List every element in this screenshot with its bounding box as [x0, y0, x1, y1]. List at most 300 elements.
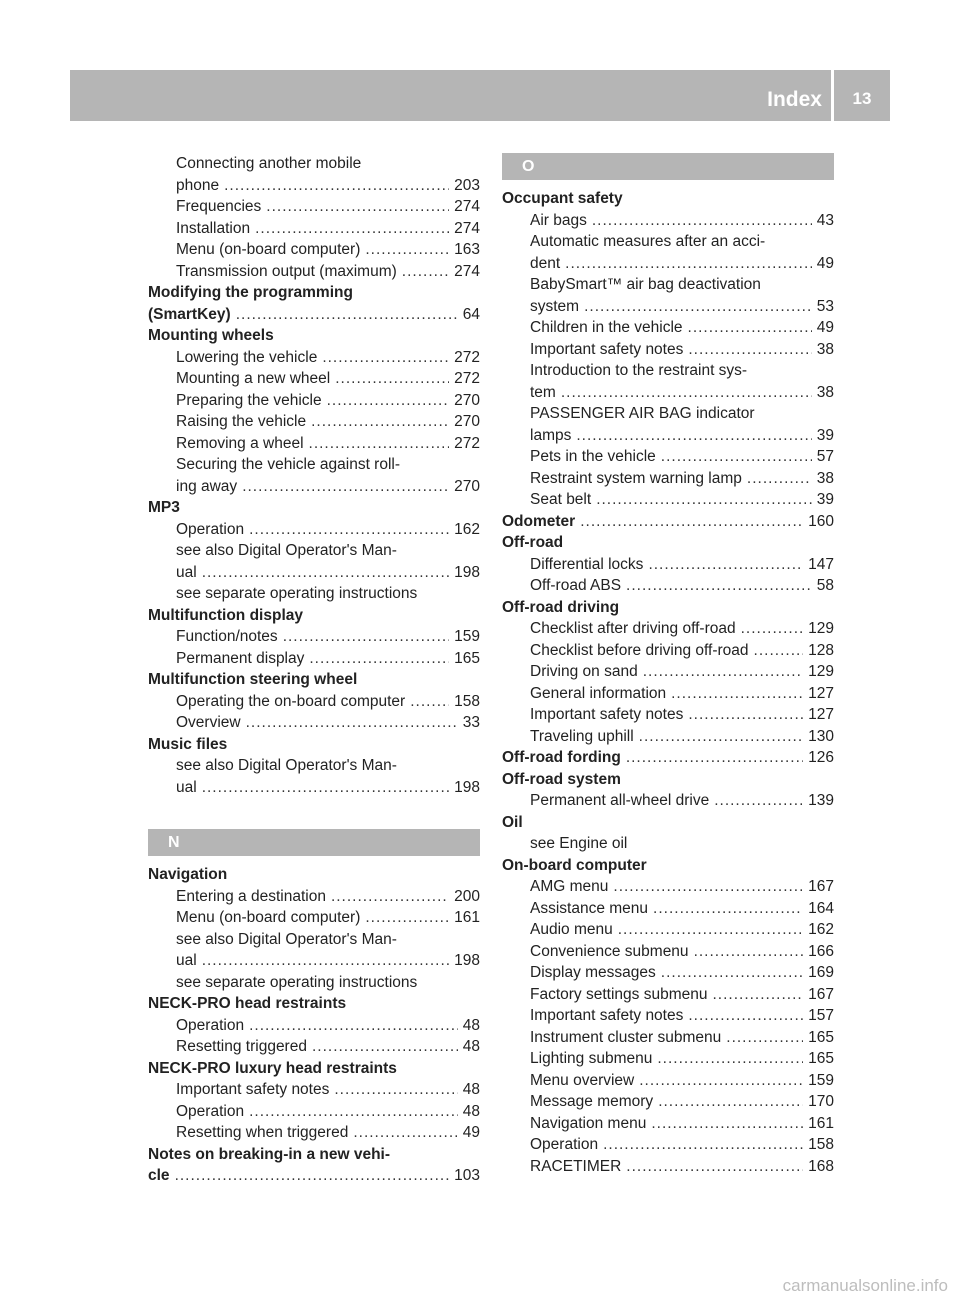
index-subentry[interactable] — [502, 1027, 834, 1049]
entry-label: Lowering the vehicle — [176, 348, 318, 366]
index-entry — [148, 734, 480, 756]
entry-label: Preparing the vehicle — [176, 391, 322, 409]
entry-label: Overview — [176, 714, 241, 731]
index-entry — [148, 325, 480, 347]
page-reference[interactable]: 270 — [454, 477, 480, 495]
dot-leader — [626, 575, 812, 597]
dot-leader — [312, 1036, 458, 1058]
dot-leader — [402, 261, 449, 283]
index-entry — [148, 1144, 480, 1166]
entry-label: Notes on breaking-in a new vehi- — [148, 1145, 391, 1163]
index-entry — [148, 605, 480, 627]
dot-leader — [365, 239, 449, 261]
entry-label: AMG menu — [530, 878, 609, 895]
page-reference[interactable]: 43 — [816, 211, 834, 229]
index-subentry[interactable] — [148, 648, 480, 670]
entry-label: Music files — [148, 735, 228, 753]
page-reference[interactable]: 147 — [808, 555, 834, 573]
entry-label: RACETIMER — [530, 1157, 622, 1175]
dot-leader — [236, 304, 458, 326]
page-reference[interactable]: 126 — [808, 749, 834, 766]
page-reference[interactable]: 169 — [808, 964, 834, 981]
index-subentry[interactable] — [502, 575, 834, 597]
dot-leader — [331, 886, 449, 908]
page-reference[interactable]: 48 — [462, 1038, 480, 1055]
index-entry — [502, 769, 834, 791]
index-subentry[interactable] — [502, 1070, 834, 1092]
index-subentry[interactable] — [502, 210, 834, 232]
index-subentry[interactable] — [502, 296, 834, 318]
dot-leader — [643, 661, 803, 683]
index-entry — [148, 497, 480, 519]
section-letter-n: N — [148, 829, 480, 856]
index-subentry[interactable] — [148, 950, 480, 972]
index-subentry[interactable] — [148, 347, 480, 369]
dot-leader — [311, 411, 449, 433]
entry-label: Important safety notes — [176, 1081, 330, 1098]
index-subentry[interactable] — [148, 886, 480, 908]
dot-leader — [365, 907, 449, 929]
page-reference[interactable]: 270 — [454, 413, 480, 430]
entry-label: Off-road driving — [502, 598, 620, 616]
page-reference[interactable]: 38 — [816, 469, 834, 487]
index-subentry[interactable] — [148, 175, 480, 197]
index-subentry[interactable] — [502, 876, 834, 898]
page-reference[interactable]: 159 — [808, 1071, 834, 1089]
page-reference[interactable]: 164 — [808, 899, 834, 917]
entry-label: Operation — [176, 1016, 245, 1034]
index-subentry[interactable] — [502, 941, 834, 963]
dot-leader — [618, 919, 803, 941]
index-subentry[interactable] — [148, 1079, 480, 1101]
entry-label: Modifying the programming — [148, 284, 353, 301]
entry-label: ual — [176, 952, 197, 969]
dot-leader — [712, 984, 803, 1006]
index-subentry — [148, 972, 480, 994]
page-reference[interactable]: 167 — [808, 878, 834, 895]
page-reference[interactable]: 157 — [808, 1007, 834, 1024]
entry-label: Entering a destination — [176, 887, 326, 905]
index-entry[interactable] — [148, 1165, 480, 1187]
dot-leader — [639, 1070, 803, 1092]
index-subentry[interactable] — [148, 390, 480, 412]
page-reference[interactable]: 48 — [462, 1102, 480, 1120]
entry-label: Important safety notes — [530, 340, 684, 358]
page-reference[interactable]: 165 — [808, 1050, 834, 1067]
page-reference[interactable]: 270 — [454, 391, 480, 409]
page-reference[interactable]: 163 — [454, 241, 480, 258]
dot-leader — [694, 941, 804, 963]
entry-label: cle — [148, 1167, 170, 1184]
index-subentry[interactable] — [502, 1048, 834, 1070]
entry-label: Instrument cluster submenu — [530, 1028, 722, 1046]
entry-label: Seat belt — [530, 491, 592, 508]
dot-leader — [671, 683, 803, 705]
entry-label: see also Digital Operator's Man- — [176, 757, 397, 774]
entry-label: Children in the vehicle — [530, 319, 683, 336]
page-reference[interactable]: 64 — [462, 305, 480, 323]
dot-leader — [653, 898, 803, 920]
entry-label: MP3 — [148, 499, 180, 516]
entry-label: Message memory — [530, 1093, 654, 1110]
dot-leader — [175, 1165, 450, 1187]
entry-label: Menu overview — [530, 1071, 635, 1089]
index-subentry[interactable] — [502, 253, 834, 275]
entry-label: ing away — [176, 477, 238, 495]
page-reference[interactable]: 33 — [462, 714, 480, 731]
entry-label: Navigation menu — [530, 1114, 647, 1132]
page-number: 13 — [852, 89, 872, 108]
index-subentry — [502, 274, 834, 296]
entry-label: Differential locks — [530, 555, 644, 573]
entry-label: dent — [530, 254, 561, 272]
index-subentry[interactable] — [148, 1122, 480, 1144]
entry-label: see also Digital Operator's Man- — [176, 930, 397, 948]
entry-label: Checklist before driving off-road — [530, 641, 749, 659]
index-subentry[interactable] — [148, 907, 480, 929]
index-subentry[interactable] — [502, 446, 834, 468]
page-reference[interactable]: 38 — [816, 383, 834, 401]
entry-label: Installation — [176, 219, 251, 237]
index-subentry — [148, 929, 480, 951]
index-subentry[interactable] — [148, 261, 480, 283]
page-reference[interactable]: 203 — [454, 176, 480, 194]
index-subentry[interactable] — [148, 368, 480, 390]
entry-label: Off-road system — [502, 770, 621, 788]
entry-label: Removing a wheel — [176, 434, 304, 452]
entry-label: Introduction to the restraint sys- — [530, 362, 748, 379]
page-reference[interactable]: 158 — [808, 1136, 834, 1153]
entry-label: Lighting submenu — [530, 1050, 653, 1067]
index-subentry[interactable] — [148, 626, 480, 648]
dot-leader — [688, 317, 812, 339]
dot-leader — [334, 1079, 457, 1101]
index-subentry — [502, 833, 834, 855]
entry-label: Checklist after driving off-road — [530, 620, 736, 637]
entry-label: system — [530, 297, 580, 315]
index-entry — [502, 532, 834, 554]
page-reference[interactable]: 48 — [462, 1016, 480, 1034]
dot-leader — [688, 704, 803, 726]
index-entry — [502, 597, 834, 619]
index-entry[interactable] — [502, 511, 834, 533]
dot-leader — [726, 1027, 803, 1049]
entry-label: Traveling uphill — [530, 727, 634, 745]
page-title: Index — [767, 88, 822, 111]
page-reference[interactable]: 49 — [462, 1124, 480, 1141]
index-subentry[interactable] — [502, 683, 834, 705]
page-reference[interactable]: 198 — [454, 952, 480, 969]
index-entry — [148, 282, 480, 304]
page-reference[interactable]: 198 — [454, 778, 480, 796]
index-column-left — [148, 153, 480, 1187]
index-subentry[interactable] — [148, 1015, 480, 1037]
index-subentry[interactable] — [502, 919, 834, 941]
index-subentry[interactable] — [502, 898, 834, 920]
page-reference[interactable]: 159 — [454, 628, 480, 645]
page-reference[interactable]: 168 — [808, 1157, 834, 1175]
entry-label: Off-road — [502, 534, 564, 551]
page-reference[interactable]: 165 — [454, 649, 480, 667]
index-subentry — [502, 231, 834, 253]
entry-label: PASSENGER AIR BAG indicator — [530, 405, 755, 422]
index-subentry[interactable] — [502, 790, 834, 812]
index-subentry — [148, 583, 480, 605]
entry-label: Connecting another mobile — [176, 155, 362, 172]
index-subentry[interactable] — [148, 691, 480, 713]
entry-label: Off-road fording — [502, 749, 621, 766]
entry-label: Operating the on-board computer — [176, 692, 406, 710]
entry-label: On-board computer — [502, 856, 647, 874]
entry-label: Multifunction steering wheel — [148, 671, 358, 688]
dot-leader — [309, 433, 450, 455]
dot-leader — [658, 1091, 803, 1113]
page-reference[interactable]: 166 — [808, 942, 834, 960]
index-subentry[interactable] — [502, 1134, 834, 1156]
page-reference[interactable]: 161 — [454, 909, 480, 926]
index-subentry[interactable] — [502, 984, 834, 1006]
entry-label: Permanent display — [176, 649, 305, 667]
entry-label: Frequencies — [176, 198, 262, 215]
index-subentry[interactable] — [148, 476, 480, 498]
dot-leader — [592, 210, 812, 232]
page-reference[interactable]: 167 — [808, 985, 834, 1003]
dot-leader — [327, 390, 450, 412]
index-subentry[interactable] — [502, 339, 834, 361]
entry-label: Important safety notes — [530, 706, 684, 723]
dot-leader — [657, 1048, 803, 1070]
dot-leader — [741, 618, 804, 640]
dot-leader — [202, 562, 449, 584]
page-reference[interactable]: 129 — [808, 663, 834, 680]
entry-label: NECK-PRO luxury head restraints — [148, 1059, 397, 1077]
index-subentry[interactable] — [148, 519, 480, 541]
index-entry[interactable] — [148, 304, 480, 326]
index-subentry[interactable] — [148, 1101, 480, 1123]
index-subentry[interactable] — [502, 1005, 834, 1027]
index-subentry[interactable] — [148, 1036, 480, 1058]
entry-label: tem — [530, 383, 556, 401]
index-subentry[interactable] — [502, 704, 834, 726]
index-subentry[interactable] — [502, 618, 834, 640]
index-subentry[interactable] — [502, 1156, 834, 1178]
entry-label: see separate operating instructions — [176, 585, 418, 602]
dot-leader — [661, 446, 812, 468]
index-subentry[interactable] — [148, 433, 480, 455]
page-reference[interactable]: 128 — [808, 641, 834, 659]
entry-label: General information — [530, 684, 667, 702]
page-reference[interactable]: 158 — [454, 692, 480, 710]
entry-label: Audio menu — [530, 921, 613, 938]
entry-label: Multifunction display — [148, 606, 303, 624]
dot-leader — [309, 648, 449, 670]
index-subentry[interactable] — [502, 962, 834, 984]
dot-leader — [580, 511, 803, 533]
entry-label: Navigation — [148, 866, 228, 883]
entry-label: Occupant safety — [502, 190, 623, 207]
page-reference[interactable]: 39 — [816, 491, 834, 508]
page-reference[interactable]: 49 — [816, 319, 834, 336]
entry-label: see Engine oil — [530, 835, 628, 852]
page-reference[interactable]: 127 — [808, 706, 834, 723]
entry-label: lamps — [530, 426, 572, 444]
index-subentry[interactable] — [148, 196, 480, 218]
entry-label: Assistance menu — [530, 899, 649, 917]
entry-label: Function/notes — [176, 628, 278, 645]
dot-leader — [576, 425, 811, 447]
page-reference[interactable]: 39 — [816, 426, 834, 444]
index-column-right — [502, 153, 834, 1177]
index-entry[interactable] — [502, 747, 834, 769]
index-subentry[interactable] — [502, 554, 834, 576]
page-reference[interactable]: 272 — [454, 370, 480, 387]
entry-label: Restraint system warning lamp — [530, 469, 742, 487]
entry-label: Securing the vehicle against roll- — [176, 456, 401, 473]
watermark: carmanualsonline.info — [782, 1276, 948, 1295]
dot-leader — [754, 640, 804, 662]
dot-leader — [639, 726, 803, 748]
page-header — [70, 70, 890, 121]
page-reference[interactable]: 274 — [454, 219, 480, 237]
index-subentry — [148, 454, 480, 476]
page-reference[interactable]: 200 — [454, 887, 480, 905]
dot-leader — [249, 1101, 458, 1123]
index-subentry[interactable] — [148, 239, 480, 261]
index-subentry[interactable] — [148, 777, 480, 799]
dot-leader — [249, 519, 449, 541]
index-subentry — [148, 755, 480, 777]
page-reference[interactable]: 272 — [454, 434, 480, 452]
index-entry — [502, 188, 834, 210]
entry-label: (SmartKey) — [148, 305, 231, 323]
index-subentry[interactable] — [148, 562, 480, 584]
entry-label: Permanent all-wheel drive — [530, 792, 710, 809]
index-subentry — [502, 403, 834, 425]
entry-label: Mounting wheels — [148, 327, 274, 344]
entry-label: Operation — [176, 520, 245, 538]
page-reference[interactable]: 49 — [816, 254, 834, 272]
dot-leader — [584, 296, 812, 318]
index-subentry[interactable] — [502, 382, 834, 404]
entry-label: BabySmart™ air bag deactivation — [530, 276, 761, 293]
entry-label: Display messages — [530, 964, 656, 981]
page-reference[interactable]: 272 — [454, 348, 480, 366]
dot-leader — [202, 950, 449, 972]
dot-leader — [283, 626, 449, 648]
entry-label: Air bags — [530, 211, 587, 229]
entry-label: Odometer — [502, 512, 576, 530]
index-subentry[interactable] — [502, 640, 834, 662]
page-reference[interactable]: 198 — [454, 563, 480, 581]
page-reference[interactable]: 162 — [808, 921, 834, 938]
dot-leader — [266, 196, 449, 218]
entry-label: Driving on sand — [530, 663, 638, 680]
dot-leader — [561, 382, 812, 404]
dot-leader — [255, 218, 449, 240]
dot-leader — [249, 1015, 458, 1037]
entry-label: ual — [176, 563, 197, 581]
dot-leader — [626, 747, 803, 769]
dot-leader — [651, 1113, 803, 1135]
index-subentry[interactable] — [502, 661, 834, 683]
page-reference[interactable]: 53 — [816, 297, 834, 315]
page-reference[interactable]: 170 — [808, 1093, 834, 1110]
dot-leader — [242, 476, 449, 498]
page-reference[interactable]: 130 — [808, 727, 834, 745]
page-reference[interactable]: 161 — [808, 1114, 834, 1132]
section-letter-o: O — [502, 153, 834, 180]
entry-label: Resetting when triggered — [176, 1124, 349, 1141]
page-reference[interactable]: 48 — [462, 1081, 480, 1098]
index-subentry[interactable] — [502, 1113, 834, 1135]
page-reference[interactable]: 127 — [808, 684, 834, 702]
entry-label: Raising the vehicle — [176, 413, 307, 430]
entry-label: ual — [176, 778, 197, 796]
index-subentry[interactable] — [502, 1091, 834, 1113]
entry-label: Oil — [502, 813, 523, 831]
entry-label: see separate operating instructions — [176, 973, 418, 991]
entry-label: Factory settings submenu — [530, 985, 708, 1003]
page-reference[interactable]: 139 — [808, 792, 834, 809]
page-reference[interactable]: 165 — [808, 1028, 834, 1046]
section-spacer — [148, 798, 480, 829]
dot-leader — [246, 712, 458, 734]
dot-leader — [224, 175, 449, 197]
index-entry — [148, 669, 480, 691]
index-subentry[interactable] — [502, 425, 834, 447]
page-reference[interactable]: 162 — [454, 520, 480, 538]
index-subentry[interactable] — [502, 317, 834, 339]
dot-leader — [688, 339, 811, 361]
index-subentry[interactable] — [148, 712, 480, 734]
page-reference[interactable]: 103 — [454, 1167, 480, 1184]
index-subentry[interactable] — [148, 218, 480, 240]
index-subentry[interactable] — [502, 468, 834, 490]
index-subentry — [148, 153, 480, 175]
dot-leader — [202, 777, 449, 799]
dot-leader — [747, 468, 812, 490]
index-subentry — [148, 540, 480, 562]
entry-label: Off-road ABS — [530, 577, 622, 594]
entry-label: Resetting triggered — [176, 1038, 307, 1055]
entry-label: phone — [176, 176, 220, 194]
page-reference[interactable]: 57 — [816, 448, 834, 465]
page-reference[interactable]: 129 — [808, 620, 834, 637]
index-entry — [502, 812, 834, 834]
page-reference[interactable]: 274 — [454, 198, 480, 215]
entry-label: Menu (on-board computer) — [176, 241, 361, 258]
entry-label: Important safety notes — [530, 1007, 684, 1024]
entry-label: Convenience submenu — [530, 942, 689, 960]
index-subentry[interactable] — [502, 726, 834, 748]
page-reference[interactable]: 38 — [816, 340, 834, 358]
entry-label: Operation — [530, 1136, 599, 1153]
dot-leader — [353, 1122, 457, 1144]
dot-leader — [603, 1134, 803, 1156]
dot-leader — [322, 347, 449, 369]
index-subentry[interactable] — [148, 411, 480, 433]
entry-label: NECK-PRO head restraints — [148, 995, 347, 1012]
entry-label: see also Digital Operator's Man- — [176, 542, 397, 559]
index-entry — [148, 864, 480, 886]
page-reference[interactable]: 58 — [816, 577, 834, 594]
index-entry — [148, 1058, 480, 1080]
entry-label: Menu (on-board computer) — [176, 909, 361, 926]
page-reference[interactable]: 160 — [808, 512, 834, 530]
dot-leader — [335, 368, 449, 390]
page-reference[interactable]: 274 — [454, 262, 480, 280]
index-subentry[interactable] — [502, 489, 834, 511]
